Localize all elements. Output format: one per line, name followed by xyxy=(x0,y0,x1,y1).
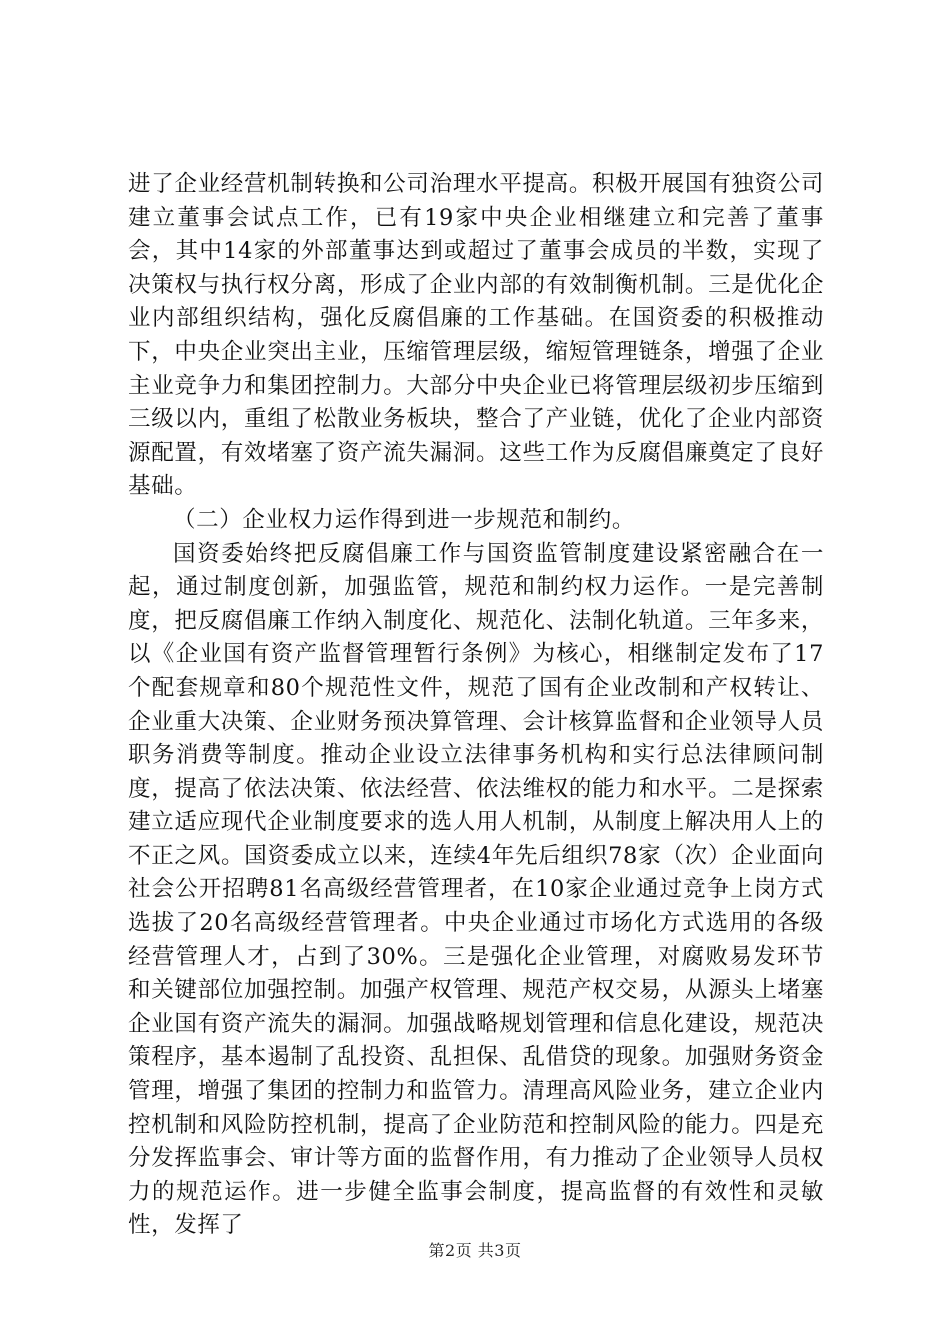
section-heading: （二）企业权力运作得到进一步规范和制约。 xyxy=(173,506,636,533)
document-body xyxy=(128,168,824,1243)
page-footer: 第2页 共3页 xyxy=(428,1241,522,1260)
paragraph-body: 国资委始终把反腐倡廉工作与国资监管制度建设紧密融合在一起，通过制度创新，加强监管，规范和制约权力运作。一是完善制度，把反腐倡廉工作纳入制度化、规范化、法制化轨道。三年多来，以《企业国有资产监督管理暂行条例》为核心，相继制定发布了17个配套规章和80个规范性文件，规范了国有企业改制和产权转让、企业重大决策、企业财务预决算管理、会计核算监督和企业领导人员职务消费等制度。推动企业设立法律事务机构和实行总法律顾问制度，提高了依法决策、依法经营、依法维权的能力和水平。二是探索建立适应现代企业制度要求的选人用人机制，从制度上解决用人上的不正之风。国资委成立以来，连续4年先后组织78家（次）企业面向社会公开招聘81名高级经营管理者，在10家企业通过竞争上岗方式选拔了20名高级经营管理者。中央企业通过市场化方式选用的各级经营管理人才，占到了30%。三是强化企业管理，对腐败易发环节和关键部位加强控制。加强产权管理、规范产权交易，从源头上堵塞企业国有资产流失的漏洞。加强战略规划管理和信息化建设，规范决策程序，基本遏制了乱投资、乱担保、乱借贷的现象。加强财务资金管理，增强了集团的控制力和监管力。清理高风险业务，建立企业内控机制和风险防控机制，提高了企业防范和控制风险的能力。四是充分发挥监事会、审计等方面的监督作用，有力推动了企业领导人员权力的规范运作。进一步健全监事会制度，提高监督的有效性和灵敏性，发挥了 xyxy=(128,540,824,1239)
paragraph-continuation: 进了企业经营机制转换和公司治理水平提高。积极开展国有独资公司建立董事会试点工作，已有19家中央企业相继建立和完善了董事会，其中14家的外部董事达到或超过了董事会成员的半数，实现了决策权与执行权分离，形成了企业内部的有效制衡机制。三是优化企业内部组织结构，强化反腐倡廉的工作基础。在国资委的积极推动下，中央企业突出主业，压缩管理层级，缩短管理链条，增强了企业主业竞争力和集团控制力。大部分中央企业已将管理层级初步压缩到三级以内，重组了松散业务板块，整合了产业链，优化了企业内部资源配置，有效堵塞了资产流失漏洞。这些工作为反腐倡廉奠定了良好基础。 xyxy=(128,171,824,500)
